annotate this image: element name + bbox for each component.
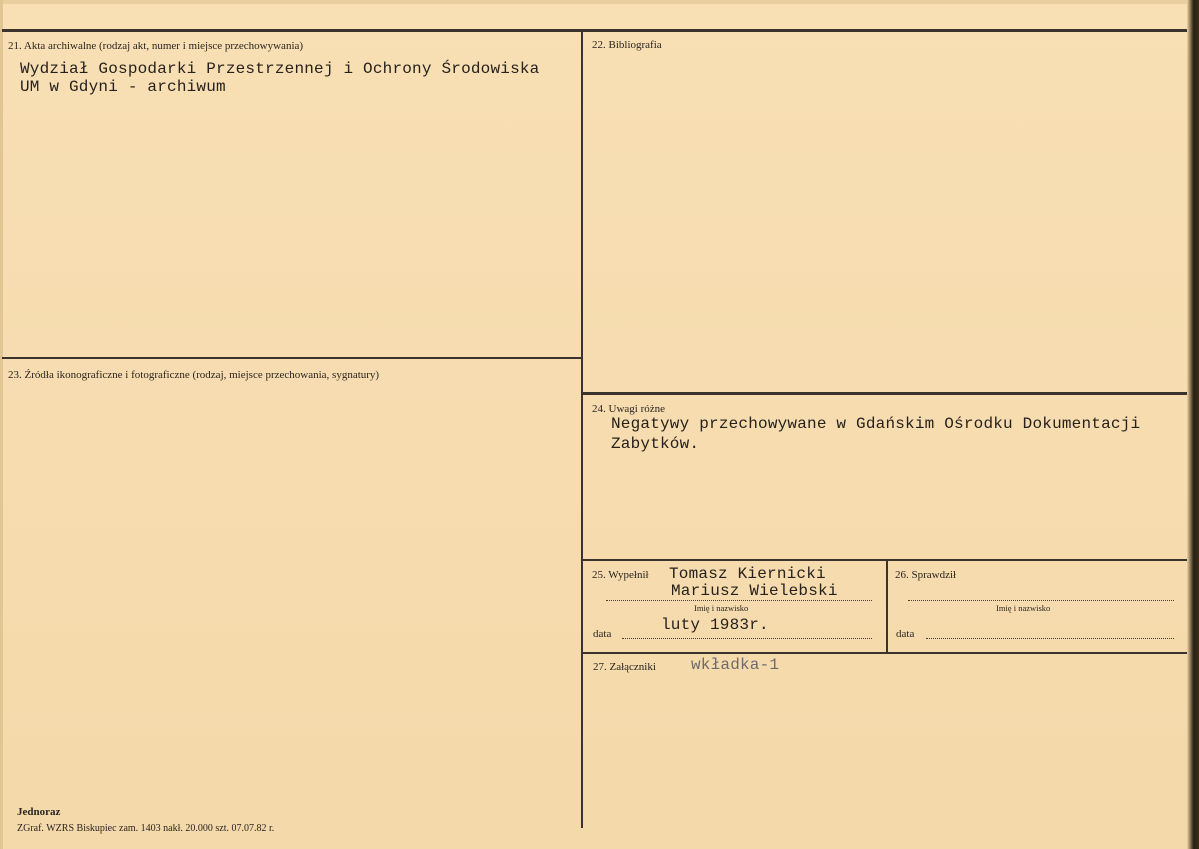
section-25-date-label: data [593,628,612,640]
section-26-name-caption: Imię i nazwisko [996,603,1051,613]
section-25-name1: Tomasz Kiernicki [669,565,826,583]
rule-22-24 [583,392,1187,395]
footer-line1: Jednoraz [17,806,61,818]
rule-21-23 [2,357,582,359]
section-22-label: 22. Bibliografia [592,39,662,51]
center-divider [581,30,583,828]
section-24-label: 24. Uwagi różne [592,403,666,415]
rule-25-27 [583,652,1187,654]
divider-25-26 [886,560,888,653]
section-21-line2: UM w Gdyni - archiwum [20,78,226,96]
section-27-label: 27. Załączniki [593,661,656,673]
top-rule [2,29,1187,32]
rule-24-25 [583,559,1187,561]
section-26-name-line [908,600,1174,601]
section-25-label: 25. Wypełnił [592,569,649,581]
section-25-name2: Mariusz Wielebski [671,582,838,600]
section-25-name-line [606,600,872,601]
footer-line2: ZGraf. WZRS Biskupiec zam. 1403 nakł. 20.000 szt. 07.07.82 r. [17,823,275,834]
section-25-date-line [622,638,872,639]
section-25-date-value: luty 1983r. [661,616,769,634]
section-25-name-caption: Imię i nazwisko [694,603,749,613]
section-24-line2: Zabytków. [611,435,700,453]
section-26-date-line [926,638,1174,639]
section-27-value: wkładka-1 [691,656,780,674]
section-21-line1: Wydział Gospodarki Przestrzennej i Ochrony Środowiska [20,60,540,78]
section-26-label: 26. Sprawdził [895,569,957,581]
section-24-line1: Negatywy przechowywane w Gdańskim Ośrodku Dokumentacji [611,415,1141,433]
card-left-edge [0,0,3,849]
section-26-date-label: data [896,628,915,640]
card-top-edge [0,0,1199,4]
section-23-label: 23. Źródła ikonograficzne i fotograficzne (rodzaj, miejsce przechowania, sygnatury) [8,369,380,381]
card-right-edge [1187,0,1199,849]
section-21-label: 21. Akta archiwalne (rodzaj akt, numer i miejsce przechowywania) [8,40,304,52]
